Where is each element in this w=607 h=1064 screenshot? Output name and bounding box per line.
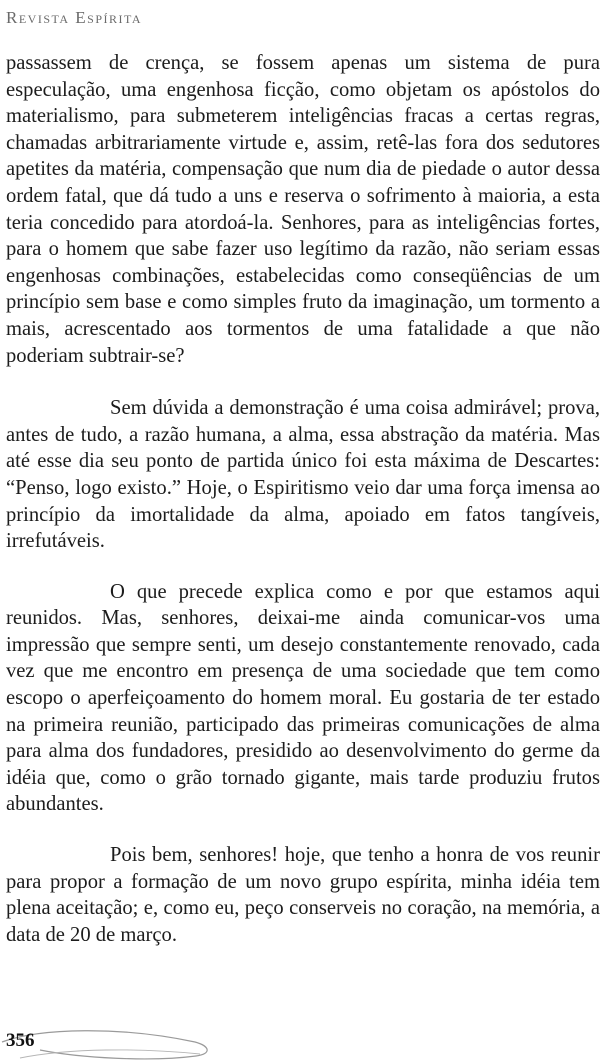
paragraph: O que precede explica como e por que estamos aqui reunidos. Mas, senhores, deixai-me ainda comunicar-vos uma impressão que sempre senti, um desejo constantemente renovado, cada vez que me encontro em presença de uma sociedade que tem como escopo o aperfeiçoamento do homem moral. Eu gostaria de ter estado na primeira reunião, participado das primeiras comunicações de alma para alma dos fundadores, presidido ao desenvolvimento do germe da idéia que, como o grão tornado gigante, mais tarde produziu frutos abundantes. [6,580,600,816]
page-number: 356 [6,1030,35,1051]
paragraph: Pois bem, senhores! hoje, que tenho a honra de vos reunir para propor a formação de um novo grupo espírita, minha idéia tem plena aceitação; e, como eu, peço conserveis no coração, na memória, a data de 20 de março. [6,844,600,946]
running-header: Revista Espírita [6,8,143,27]
page-body [6,50,600,972]
paragraph-continued: passassem de crença, se fossem apenas um sistema de pura especulação, uma engenhosa ficção, como objetam os apóstolos do materialismo, para submeterem inteligências fracas a certas regras, chamadas arbitrariamente virtude e, assim, retê-las fora dos sedutores apetites da matéria, compensação que num dia de piedade o autor dessa ordem fatal, que dá tudo a uns e reserva o sofrimento à maioria, a esta teria concedido para atordoá-la. Senhores, para as inteligências fortes, para o homem que sabe fazer uso legítimo da razão, não seriam essas engenhosas combinações, estabelecidas como conseqüências de um princípio sem base e como simples fruto da imaginação, um tormento a mais, acrescentado aos tormentos de uma fatalidade a que não poderiam subtrair-se? [6,52,600,367]
paragraph: Sem dúvida a demonstração é uma coisa admirável; prova, antes de tudo, a razão humana, a alma, essa abstração da matéria. Mas até esse dia seu ponto de partida único foi esta máxima de Descartes: “Penso, logo existo.” Hoje, o Espiritismo veio dar uma força imensa ao princípio da imortalidade da alma, apoiado em fatos tangíveis, irrefutáveis. [6,397,600,553]
